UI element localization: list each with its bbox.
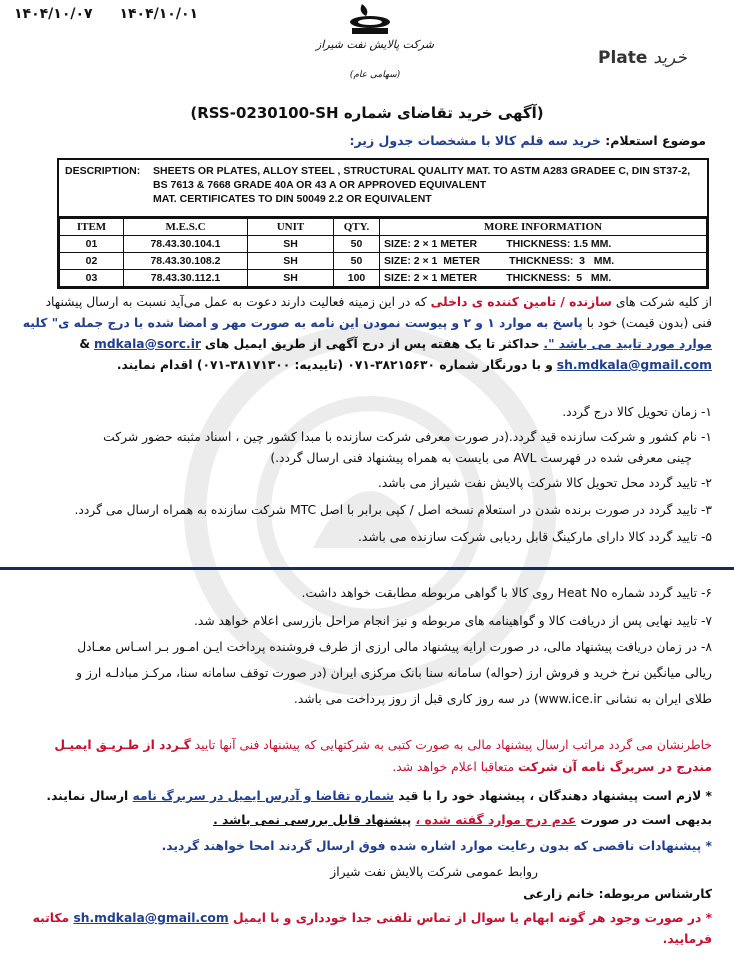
cell-unit: SH xyxy=(248,270,334,287)
cell-item: 03 xyxy=(60,270,124,287)
validity-highlight: عدم درج موارد گفته شده ، xyxy=(415,813,577,827)
items-table xyxy=(59,218,707,287)
intro-text: & xyxy=(79,337,91,351)
expert-contact: کارشناس مربوطه: خانم زارعی xyxy=(523,887,712,901)
public-relations-signature: روابط عمومی شرکت پالایش نفت شیراز xyxy=(330,865,538,879)
list-item: ریالی میانگین نرخ خرید و فروش ارز (حواله) سامانه سنا بانک مرکزی ایران (در صورت توقف سامانه سنا، مرکـز مبادلـه ارز و xyxy=(76,666,712,680)
required-text: ارسال نمایند. xyxy=(46,789,129,803)
table-header-row xyxy=(60,219,707,236)
rfq-title: (آگهی خرید تقاضای شماره RSS-0230100-SH) xyxy=(190,104,544,122)
intro-highlight-response: پاسخ به موارد ۱ و ۲ و پیوست نمودن این نامه به صورت مهر و امضا شده با درج جمله ی" کلیه xyxy=(22,316,583,330)
required-note xyxy=(22,786,712,807)
cell-mesc: 78.43.30.108.2 xyxy=(124,253,248,270)
cell-item: 01 xyxy=(60,236,124,253)
intro-text: از کلیه شرکت های xyxy=(615,295,712,309)
list-item: ۵- تایید گردد کالا دارای مارکینگ قابل ردیابی شرکت سازنده می باشد. xyxy=(357,530,712,544)
required-text: * لازم است پیشنهاد دهندگان ، پیشنهاد خود را با قید xyxy=(398,789,712,803)
list-item: ۳- تایید گردد در صورت برنده شدن در استعلام نسخه اصل / کپی برابر با اصل MTC شرکت سازنده به همراه ارسال می گردد. xyxy=(74,503,712,517)
logo-company-type: (سهامی عام) xyxy=(349,70,401,80)
cell-info: SIZE: 2 × 1 METER THICKNESS: 5 MM. xyxy=(380,270,707,287)
requirements-list-continued xyxy=(22,582,712,710)
cell-item: 02 xyxy=(60,253,124,270)
cell-mesc: 78.43.30.104.1 xyxy=(124,236,248,253)
intro-text: و با دورنگار شماره ۳۸۲۱۵۶۳۰-۰۷۱ (تاییدیه: ۳۸۱۷۱۳۰۰-۰۷۱) اقدام نمایند. xyxy=(116,358,553,372)
footer-text: * در صورت وجود هر گونه ابهام یا سوال از تماس تلفنی جدا خودداری و با ایمیل xyxy=(232,911,712,925)
cell-info: SIZE: 2 × 1 METER THICKNESS: 3 MM. xyxy=(380,253,707,270)
cell-mesc: 78.43.30.112.1 xyxy=(124,270,248,287)
requirements-list xyxy=(22,402,712,548)
heading-buy: خرید xyxy=(653,48,687,68)
description-block xyxy=(59,160,707,218)
table-row xyxy=(60,270,707,287)
notice-text: متعاقبا اعلام خواهد شد. xyxy=(392,760,515,774)
list-item: ۱- زمان تحویل کالا درج گردد. xyxy=(562,405,712,419)
table-row xyxy=(60,236,707,253)
email-link-primary[interactable]: mdkala@sorc.ir xyxy=(94,337,201,351)
date-first: ۱۴۰۴/۱۰/۰۱ xyxy=(119,6,199,22)
table-row xyxy=(60,253,707,270)
cell-qty: 50 xyxy=(334,253,380,270)
col-unit: UNIT xyxy=(248,219,334,236)
intro-highlight-approved: موارد مورد تایید می باشد ". xyxy=(543,337,712,351)
logo-company-name: شرکت پالایش نفت شیراز xyxy=(316,38,434,51)
list-item: ۱- نام کشور و شرکت سازنده قید گردد.(در صورت معرفی شرکت سازنده با مبدا کشور چین ، اسناد مثبته حضور شرکت xyxy=(103,430,712,444)
intro-text: فنی (بدون قیمت) خود با xyxy=(586,316,712,330)
footer-email-link[interactable]: sh.mdkala@gmail.com xyxy=(73,911,229,925)
list-item: ۸- در زمان دریافت پیشنهاد مالی، در صورت ارایه پیشنهاد مالی ارزی از طرف فروشنده پرداخت ایـن امـور بـر اسـاس معـادل xyxy=(77,640,712,654)
notice-text: خاطرنشان می گردد مراتب ارسال پیشنهاد مالی به صورت کتبی به شرکتهایی که پیشنهاد فنی آنها تایید xyxy=(194,738,712,752)
intro-text: که در این زمینه فعالیت دارند دعوت به عمل می‌آید نسبت به ارسال پیشنهاد xyxy=(45,295,427,309)
intro-highlight-maker: سازنده / تامین کننده ی داخلی xyxy=(430,295,612,309)
list-item: چینی معرفی شده در فهرست AVL می بایست به همراه پیشنهاد فنی ارسال گردد.) xyxy=(270,451,692,465)
footer-text: مکاتبه فرمایید. xyxy=(32,911,712,946)
cell-qty: 100 xyxy=(334,270,380,287)
footer-notice xyxy=(22,908,712,950)
subject-label: موضوع استعلام: xyxy=(605,133,706,148)
list-item: ۷- تایید نهایی پس از دریافت کالا و گواهینامه های مربوطه و نیز انجام مراحل بازرسی اعلام خواهد شد. xyxy=(193,614,712,628)
page-divider xyxy=(0,567,734,570)
col-mesc: M.E.S.C xyxy=(124,219,248,236)
notice-highlight: گـردد از طـریـق ایمیـل xyxy=(54,738,191,752)
col-item: ITEM xyxy=(60,219,124,236)
description-line: BS 7613 & 7668 GRADE 40A OR 43 A OR APPROVED EQUIVALENT xyxy=(153,179,487,191)
notice-highlight: مندرج در سربرگ نامه آن شرکت xyxy=(517,760,712,774)
spec-table xyxy=(57,158,709,289)
list-item: طلای ایران به نشانی www.ice.ir) در سه روز کاری قبل از روز پرداخت می باشد. xyxy=(293,692,712,706)
intro-text: حداکثر تا یک هفته پس از درج آگهی از طریق ایمیل های xyxy=(204,337,540,351)
inquiry-subject xyxy=(350,133,706,148)
date-second: ۱۴۰۴/۱۰/۰۷ xyxy=(14,6,93,22)
col-qty: QTY. xyxy=(334,219,380,236)
validity-text: بدیهی است در صورت xyxy=(580,813,712,827)
description-line: SHEETS OR PLATES, ALLOY STEEL , STRUCTURAL QUALITY MAT. TO ASTM A283 GRADEE C, DIN ST37-2, xyxy=(153,165,691,177)
cell-info: SIZE: 2 × 1 METER THICKNESS: 1.5 MM. xyxy=(380,236,707,253)
subject-text: خرید سه قلم کالا با مشخصات جدول زیر: xyxy=(349,133,601,148)
description-label: DESCRIPTION: xyxy=(65,165,141,177)
list-item: ۲- تایید گردد محل تحویل کالا شرکت پالایش نفت شیراز می باشد. xyxy=(377,476,712,490)
required-highlight: شماره تقاضا و آدرس ایمیل در سربرگ نامه xyxy=(132,789,394,803)
cell-unit: SH xyxy=(248,236,334,253)
col-info: MORE INFORMATION xyxy=(380,219,707,236)
description-line: MAT. CERTIFICATES TO DIN 50049 2.2 OR EQUIVALENT xyxy=(153,193,432,205)
cell-unit: SH xyxy=(248,253,334,270)
incomplete-note: * پیشنهادات ناقصی که بدون رعایت موارد اشاره شده فوق ارسال گردند امحا خواهند گردید. xyxy=(161,839,712,853)
validity-text: پیشنهاد قابل بررسی نمی باشد . xyxy=(213,813,412,827)
validity-note xyxy=(22,810,712,831)
list-item: ۶- تایید گردد شماره Heat No روی کالا با گواهی مربوطه مطابقت خواهد داشت. xyxy=(301,586,712,600)
financial-notice xyxy=(22,734,712,778)
cell-qty: 50 xyxy=(334,236,380,253)
letter-dates xyxy=(14,6,220,22)
heading-plate: Plate xyxy=(598,48,648,68)
document-heading xyxy=(598,48,687,68)
logo-badge: S.O.R.C xyxy=(356,28,382,35)
email-link-secondary[interactable]: sh.mdkala@gmail.com xyxy=(556,358,712,372)
intro-paragraph xyxy=(22,292,712,376)
